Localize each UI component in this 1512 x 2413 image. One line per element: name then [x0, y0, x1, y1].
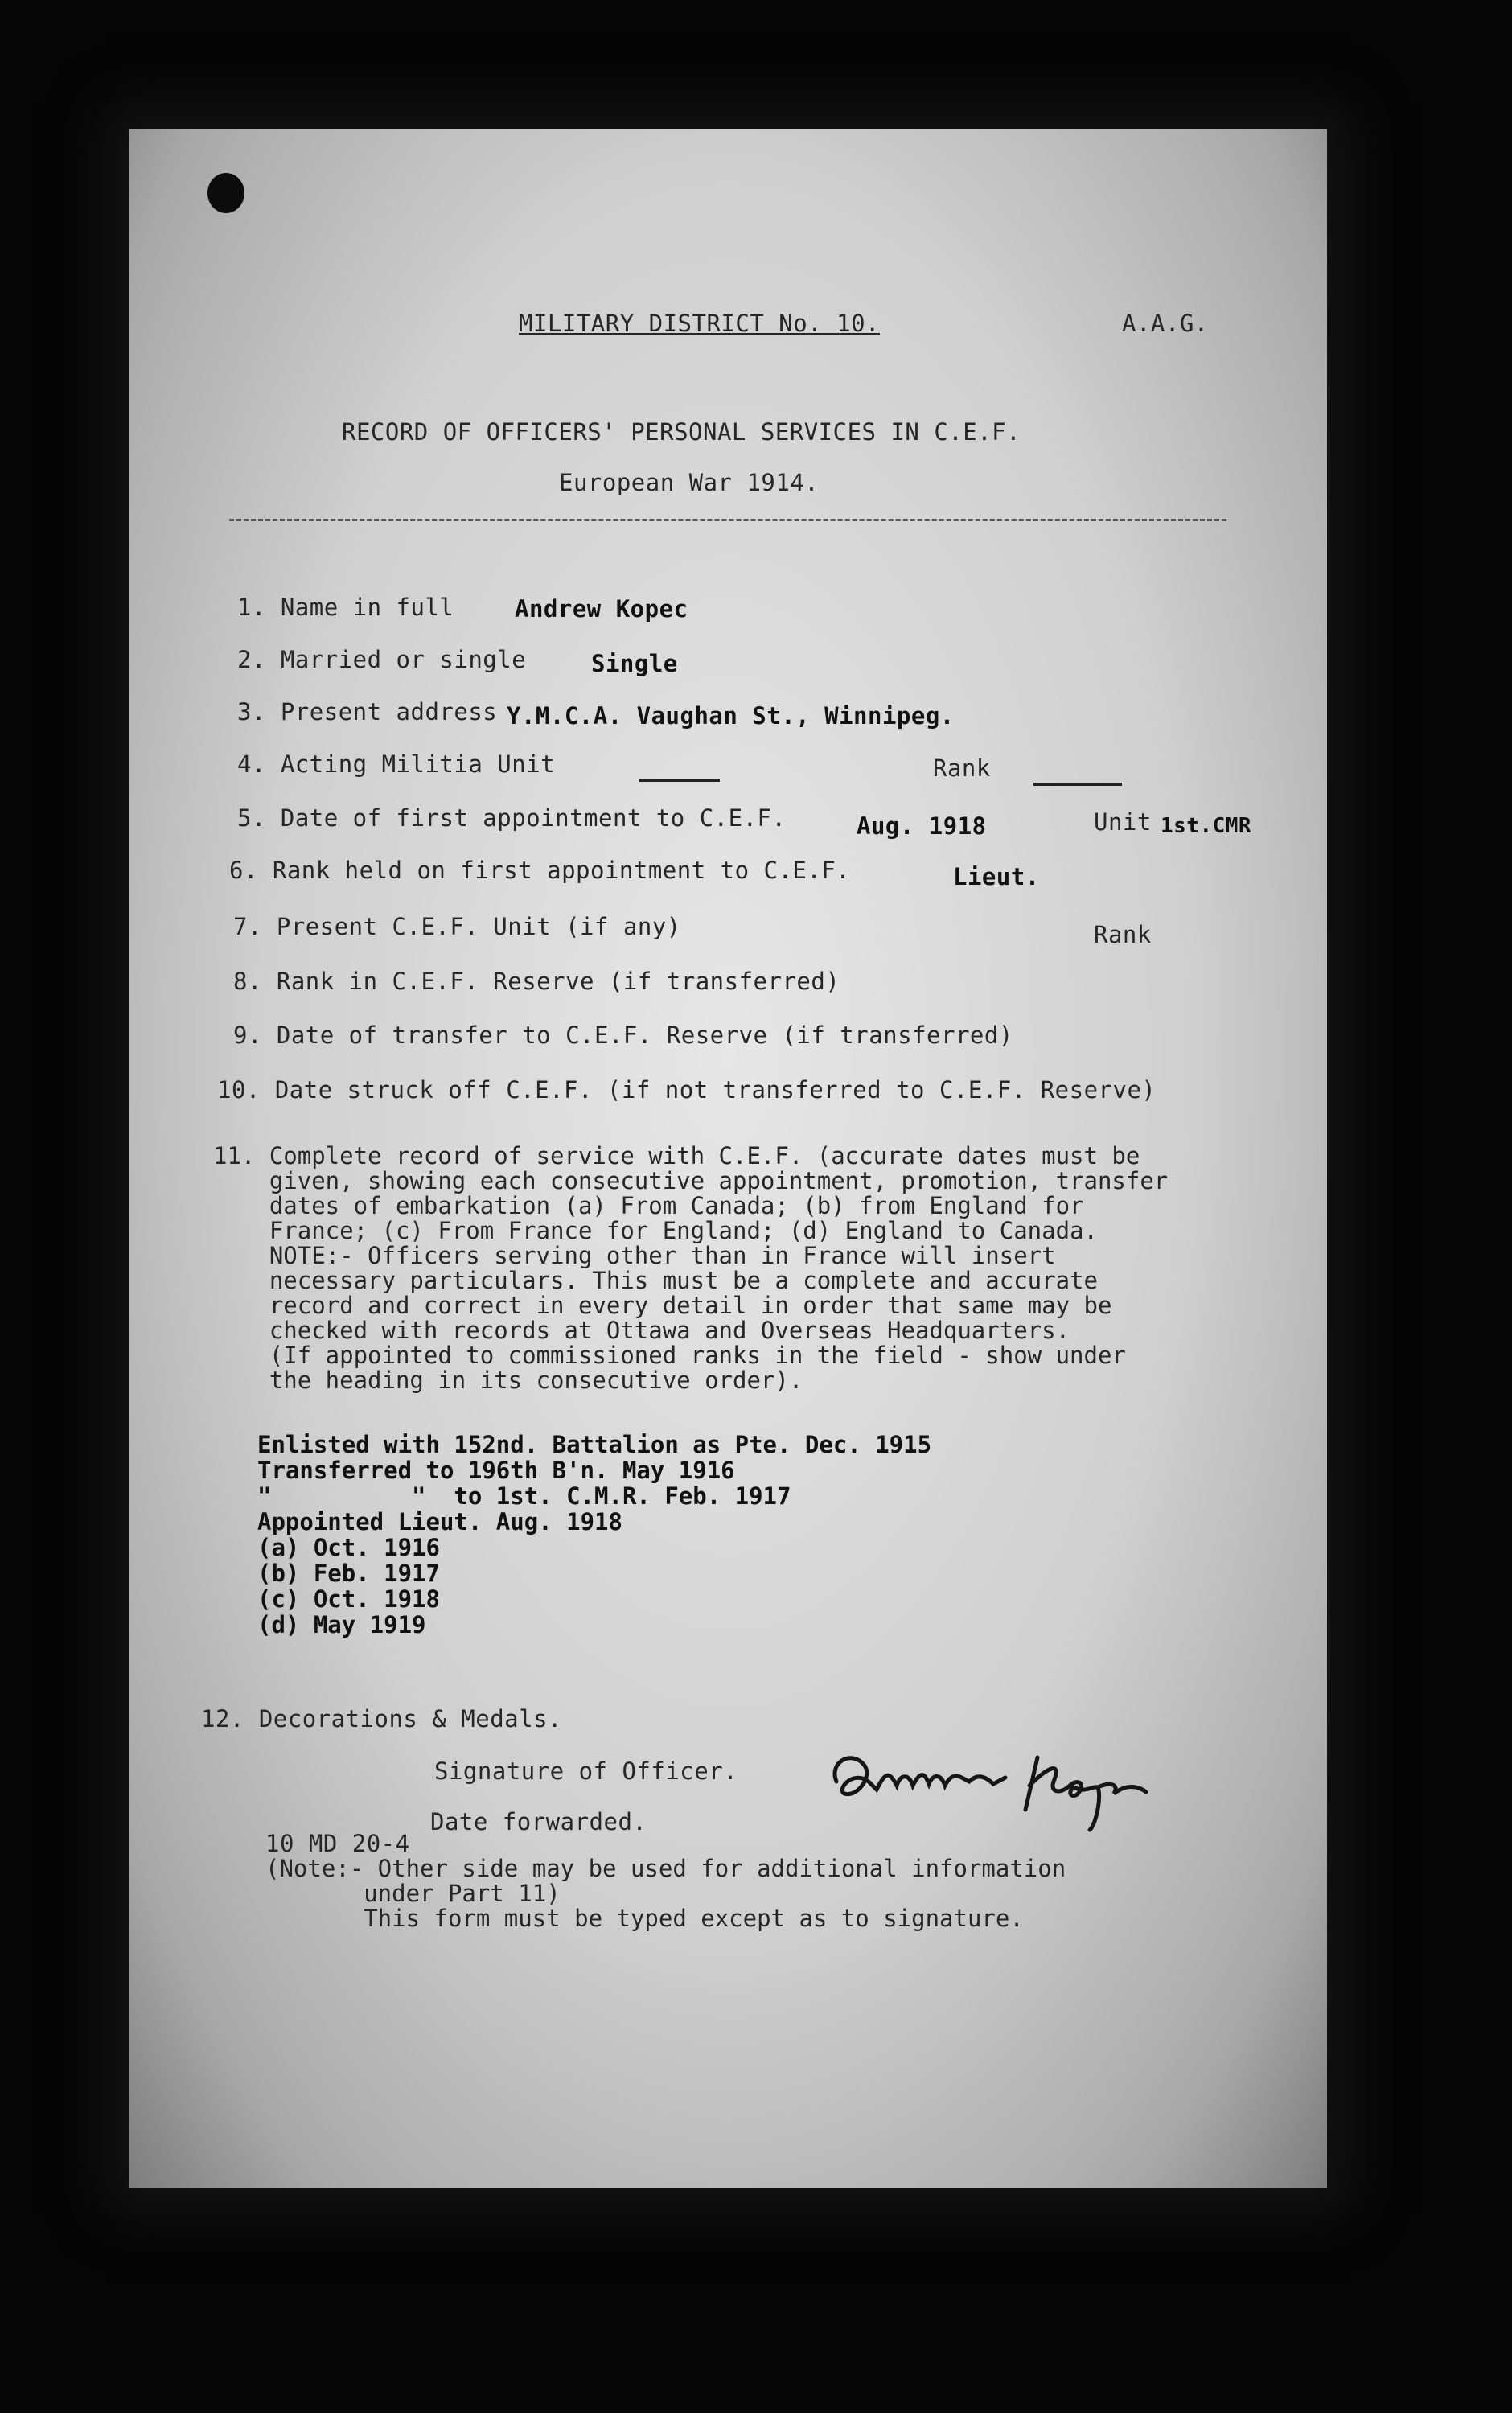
item-11-line: dates of embarkation (a) From Canada; (b) from England for	[213, 1192, 1084, 1219]
punch-hole	[207, 173, 244, 213]
item-11-line: necessary particulars. This must be a complete and accurate	[213, 1267, 1098, 1294]
field-4-rank-blank	[1033, 783, 1122, 786]
field-8-label: 8. Rank in C.E.F. Reserve (if transferred)	[233, 968, 840, 995]
service-record	[257, 1432, 931, 1638]
field-2-label: 2. Married or single	[237, 646, 527, 673]
field-4-rank-label: Rank	[933, 754, 991, 782]
field-6-label: 6. Rank held on first appointment to C.E.F.	[229, 857, 851, 884]
field-5-unit-label: Unit	[1094, 808, 1152, 836]
service-line: (d) May 1919	[257, 1611, 426, 1638]
service-line: (b) Feb. 1917	[257, 1560, 440, 1587]
item-12-label: 12. Decorations & Medals.	[201, 1705, 562, 1733]
form-subtitle: European War 1914.	[559, 469, 820, 496]
service-line: Enlisted with 152nd. Battalion as Pte. Dec. 1915	[257, 1431, 932, 1458]
field-7-rank-label: Rank	[1094, 921, 1152, 948]
field-7-label: 7. Present C.E.F. Unit (if any)	[233, 913, 681, 940]
field-1-value: Andrew Kopec	[515, 595, 688, 623]
note-line: under Part 11)	[265, 1880, 561, 1907]
field-2-value: Single	[591, 650, 678, 677]
item-11-line: given, showing each consecutive appointment, promotion, transfer	[213, 1167, 1169, 1194]
note-line: (Note:- Other side may be used for additional information	[265, 1855, 1066, 1882]
record-sheet	[129, 129, 1327, 2188]
item-11-line: 11. Complete record of service with C.E.F. (accurate dates must be	[213, 1142, 1140, 1170]
service-line: (a) Oct. 1916	[257, 1534, 440, 1561]
field-3-value: Y.M.C.A. Vaughan St., Winnipeg.	[507, 702, 955, 730]
service-line: Appointed Lieut. Aug. 1918	[257, 1508, 622, 1535]
handwritten-signature	[820, 1737, 1255, 1842]
item-11-line: (If appointed to commissioned ranks in the field - show under	[213, 1342, 1126, 1369]
field-5-unit-value: 1st.CMR	[1161, 814, 1252, 838]
service-line: (c) Oct. 1918	[257, 1585, 440, 1613]
field-6-value: Lieut.	[953, 863, 1040, 890]
item-11-line: record and correct in every detail in order that same may be	[213, 1292, 1112, 1319]
field-5-label: 5. Date of first appointment to C.E.F.	[237, 804, 787, 832]
item-11-line: France; (c) From France for England; (d) England to Canada.	[213, 1217, 1098, 1244]
field-4-blank	[639, 779, 720, 782]
item-11-line: the heading in its consecutive order).	[213, 1367, 803, 1394]
field-10-label: 10. Date struck off C.E.F. (if not transferred to C.E.F. Reserve)	[217, 1076, 1157, 1104]
field-9-label: 9. Date of transfer to C.E.F. Reserve (if transferred)	[233, 1022, 1013, 1049]
service-line: " " to 1st. C.M.R. Feb. 1917	[257, 1482, 791, 1510]
district-heading: MILITARY DISTRICT No. 10.	[519, 310, 880, 337]
field-5-value: Aug. 1918	[857, 812, 987, 840]
item-11-line: checked with records at Ottawa and Overseas Headquarters.	[213, 1317, 1070, 1344]
footer-notes	[265, 1856, 1066, 1931]
field-1-label: 1. Name in full	[237, 594, 454, 621]
form-title: RECORD OF OFFICERS' PERSONAL SERVICES IN C.E.F.	[342, 418, 1021, 446]
item-11-line: NOTE:- Officers serving other than in France will insert	[213, 1242, 1056, 1269]
date-forwarded-label: Date forwarded.	[430, 1808, 647, 1835]
separator-line	[229, 519, 1226, 521]
field-4-label: 4. Acting Militia Unit	[237, 750, 556, 778]
field-3-label: 3. Present address	[237, 698, 498, 726]
office-code: A.A.G.	[1122, 310, 1209, 337]
item-11-instructions	[213, 1144, 1168, 1393]
service-line: Transferred to 196th B'n. May 1916	[257, 1457, 735, 1484]
note-line: This form must be typed except as to signature.	[265, 1905, 1024, 1932]
form-code: 10 MD 20-4	[265, 1830, 410, 1857]
signature-label: Signature of Officer.	[434, 1757, 738, 1785]
